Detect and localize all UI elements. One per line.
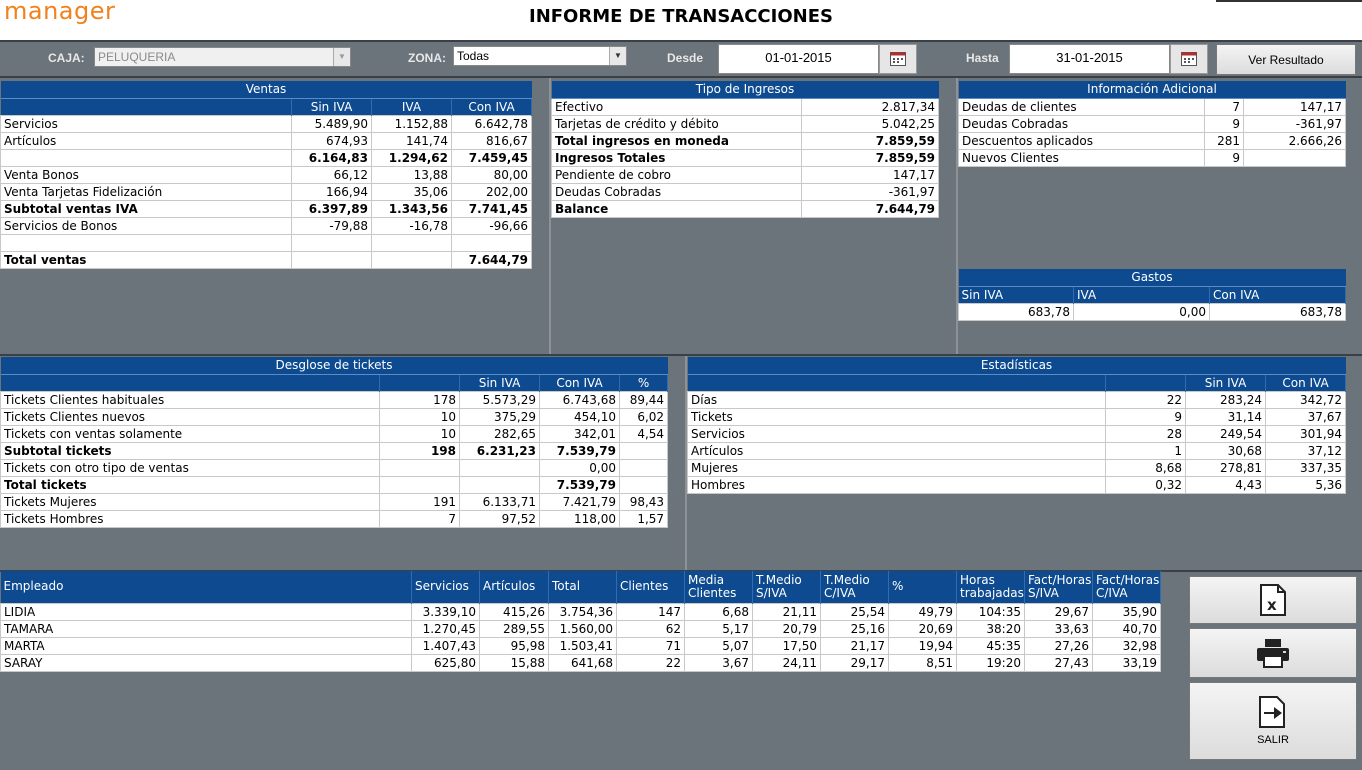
column-header: Fact/Horas C/IVA — [1093, 571, 1161, 603]
table-cell: 342,72 — [1266, 391, 1346, 408]
table-cell: 7.644,79 — [452, 251, 532, 268]
table-cell: 10 — [380, 425, 460, 442]
column-header: Artículos — [480, 571, 549, 603]
table-cell: 6,68 — [685, 603, 753, 620]
column-header: Media Clientes — [685, 571, 753, 603]
info-table — [958, 81, 1346, 167]
table-cell: 7 — [380, 510, 460, 527]
svg-text:x: x — [1267, 596, 1277, 614]
table-cell: Artículos — [1, 132, 292, 149]
table-cell: 6.743,68 — [540, 391, 620, 408]
column-header: IVA — [372, 98, 452, 115]
caja-label: CAJA: — [48, 51, 85, 65]
table-cell: 816,67 — [452, 132, 532, 149]
table-cell: 15,88 — [480, 654, 549, 671]
table-cell: 17,50 — [753, 637, 821, 654]
printer-icon — [1256, 638, 1290, 668]
table-row — [959, 132, 1346, 149]
table-cell: Descuentos aplicados — [959, 132, 1205, 149]
print-button[interactable] — [1189, 628, 1357, 678]
table-row — [1, 408, 668, 425]
desde-date-input[interactable]: 01-01-2015 — [718, 44, 879, 74]
column-header: Empleado — [1, 571, 412, 603]
table-cell: 7 — [1205, 98, 1244, 115]
table-cell: Tarjetas de crédito y débito — [552, 115, 802, 132]
table-cell: 49,79 — [889, 603, 957, 620]
table-cell: Balance — [552, 200, 802, 217]
table-cell: 283,24 — [1186, 391, 1266, 408]
table-cell: -96,66 — [452, 217, 532, 234]
table-cell: 4,54 — [620, 425, 668, 442]
column-header: Sin IVA — [959, 286, 1074, 303]
table-cell: 9 — [1106, 408, 1186, 425]
table-cell: 454,10 — [540, 408, 620, 425]
hasta-calendar-button[interactable] — [1170, 44, 1208, 74]
table-cell: 20,79 — [753, 620, 821, 637]
table-cell: -361,97 — [802, 183, 939, 200]
table-cell: 21,11 — [753, 603, 821, 620]
table-cell: -16,78 — [372, 217, 452, 234]
table-cell: 278,81 — [1186, 459, 1266, 476]
table-cell — [380, 459, 460, 476]
table-row — [552, 132, 939, 149]
table-cell: 6,02 — [620, 408, 668, 425]
table-cell: 7.421,79 — [540, 493, 620, 510]
table-row — [1, 391, 668, 408]
table-cell — [1, 234, 292, 251]
ingresos-table — [551, 81, 939, 218]
table-cell: 20,69 — [889, 620, 957, 637]
column-header: Clientes — [617, 571, 685, 603]
table-cell: Nuevos Clientes — [959, 149, 1205, 166]
table-cell: 19:20 — [957, 654, 1025, 671]
table-cell: 104:35 — [957, 603, 1025, 620]
divider — [0, 354, 1362, 356]
table-cell: 1.152,88 — [372, 115, 452, 132]
column-header: % — [889, 571, 957, 603]
table-cell: 166,94 — [292, 183, 372, 200]
table-cell: 5,07 — [685, 637, 753, 654]
chevron-down-icon: ▼ — [609, 47, 626, 65]
empleados-header-row — [1, 571, 1161, 603]
table-cell: 21,17 — [821, 637, 889, 654]
table-cell: 5.042,25 — [802, 115, 939, 132]
table-cell: 3.754,36 — [549, 603, 617, 620]
table-cell: 62 — [617, 620, 685, 637]
table-cell: MARTA — [1, 637, 412, 654]
column-header: IVA — [1074, 286, 1210, 303]
table-cell: 1.294,62 — [372, 149, 452, 166]
table-cell — [620, 476, 668, 493]
table-cell: Deudas de clientes — [959, 98, 1205, 115]
column-header: Fact/Horas S/IVA — [1025, 571, 1093, 603]
table-row — [1, 620, 1161, 637]
table-cell: 3,67 — [685, 654, 753, 671]
info-body — [959, 98, 1346, 166]
table-cell: 683,78 — [1210, 303, 1346, 320]
gastos-title: Gastos — [959, 269, 1346, 286]
table-cell: 7.859,59 — [802, 132, 939, 149]
table-row — [959, 303, 1346, 320]
table-cell: 674,93 — [292, 132, 372, 149]
app-logo: manager — [4, 0, 116, 25]
table-row — [688, 476, 1346, 493]
table-cell: Ingresos Totales — [552, 149, 802, 166]
table-row — [1, 637, 1161, 654]
table-cell — [372, 251, 452, 268]
table-cell — [452, 234, 532, 251]
table-cell: 3.339,10 — [412, 603, 480, 620]
desde-label: Desde — [667, 51, 704, 65]
table-cell: Tickets Mujeres — [1, 493, 380, 510]
table-row — [1, 149, 532, 166]
empleados-table — [0, 571, 1161, 672]
table-cell: 375,29 — [460, 408, 540, 425]
table-cell: 118,00 — [540, 510, 620, 527]
table-cell: 625,80 — [412, 654, 480, 671]
table-cell: Subtotal ventas IVA — [1, 200, 292, 217]
column-header — [380, 374, 460, 391]
table-cell: 7.741,45 — [452, 200, 532, 217]
table-cell: Tickets con ventas solamente — [1, 425, 380, 442]
table-row — [959, 115, 1346, 132]
column-header: Con IVA — [452, 98, 532, 115]
estadisticas-title: Estadísticas — [688, 357, 1346, 374]
table-cell: 22 — [617, 654, 685, 671]
table-cell: 25,54 — [821, 603, 889, 620]
table-cell: 71 — [617, 637, 685, 654]
table-cell: 37,12 — [1266, 442, 1346, 459]
table-row — [1, 493, 668, 510]
table-cell: 80,00 — [452, 166, 532, 183]
tickets-body — [1, 391, 668, 527]
table-cell: 31,14 — [1186, 408, 1266, 425]
table-cell: 6.164,83 — [292, 149, 372, 166]
ingresos-title: Tipo de Ingresos — [552, 81, 939, 98]
gastos-table — [958, 269, 1346, 321]
table-cell: 202,00 — [452, 183, 532, 200]
table-cell: 337,35 — [1266, 459, 1346, 476]
table-cell — [292, 234, 372, 251]
table-cell: 22 — [1106, 391, 1186, 408]
table-cell: 5.489,90 — [292, 115, 372, 132]
table-cell: Total ingresos en moneda — [552, 132, 802, 149]
calendar-icon — [1181, 52, 1197, 66]
table-cell: 289,55 — [480, 620, 549, 637]
table-row — [552, 115, 939, 132]
ingresos-body — [552, 98, 939, 217]
table-cell: 6.133,71 — [460, 493, 540, 510]
table-cell: 28 — [1106, 425, 1186, 442]
column-header: % — [620, 374, 668, 391]
table-cell — [1, 149, 292, 166]
info-title: Información Adicional — [959, 81, 1346, 98]
column-header: Total — [549, 571, 617, 603]
column-header: Sin IVA — [1186, 374, 1266, 391]
table-cell: 178 — [380, 391, 460, 408]
table-cell: -79,88 — [292, 217, 372, 234]
table-cell: Tickets Clientes habituales — [1, 391, 380, 408]
column-header — [688, 374, 1106, 391]
table-cell: 45:35 — [957, 637, 1025, 654]
table-cell: 0,32 — [1106, 476, 1186, 493]
hasta-label: Hasta — [966, 51, 999, 65]
column-header: Sin IVA — [460, 374, 540, 391]
table-cell: 147,17 — [1244, 98, 1346, 115]
table-cell: 27,43 — [1025, 654, 1093, 671]
table-cell: Tickets con otro tipo de ventas — [1, 459, 380, 476]
table-row — [688, 408, 1346, 425]
table-cell: 5,17 — [685, 620, 753, 637]
table-cell: Efectivo — [552, 98, 802, 115]
table-row — [552, 200, 939, 217]
table-cell: Días — [688, 391, 1106, 408]
table-row — [552, 149, 939, 166]
tickets-table — [0, 357, 668, 528]
table-cell: 27,26 — [1025, 637, 1093, 654]
table-cell: 4,43 — [1186, 476, 1266, 493]
zona-value: Todas — [457, 49, 490, 63]
table-cell: 97,52 — [460, 510, 540, 527]
table-cell: 19,94 — [889, 637, 957, 654]
table-cell: Servicios de Bonos — [1, 217, 292, 234]
hasta-date-input[interactable]: 31-01-2015 — [1009, 44, 1170, 74]
page-title: INFORME DE TRANSACCIONES — [529, 6, 833, 27]
table-row — [959, 98, 1346, 115]
table-row — [1, 476, 668, 493]
table-cell — [460, 459, 540, 476]
table-row — [1, 251, 532, 268]
table-cell: SARAY — [1, 654, 412, 671]
column-header: Servicios — [412, 571, 480, 603]
calendar-icon — [890, 52, 906, 66]
table-cell: 141,74 — [372, 132, 452, 149]
table-cell: 2.817,34 — [802, 98, 939, 115]
table-row — [1, 166, 532, 183]
table-cell: TAMARA — [1, 620, 412, 637]
salir-button[interactable] — [1189, 682, 1357, 760]
table-cell: 342,01 — [540, 425, 620, 442]
column-header: Con IVA — [1266, 374, 1346, 391]
estadisticas-body — [688, 391, 1346, 493]
table-row — [1, 234, 532, 251]
table-row — [688, 442, 1346, 459]
table-cell: 1,57 — [620, 510, 668, 527]
table-cell: 9 — [1205, 115, 1244, 132]
table-cell — [372, 234, 452, 251]
table-cell: 301,94 — [1266, 425, 1346, 442]
table-cell: Total tickets — [1, 476, 380, 493]
table-cell: 10 — [380, 408, 460, 425]
table-cell: 281 — [1205, 132, 1244, 149]
table-row — [959, 149, 1346, 166]
table-cell: 1.560,00 — [549, 620, 617, 637]
table-cell — [620, 442, 668, 459]
table-cell: Venta Bonos — [1, 166, 292, 183]
table-cell: Tickets Clientes nuevos — [1, 408, 380, 425]
table-row — [1, 200, 532, 217]
export-excel-button[interactable] — [1189, 576, 1357, 624]
table-cell: Tickets — [688, 408, 1106, 425]
table-cell: 29,67 — [1025, 603, 1093, 620]
table-cell: 35,90 — [1093, 603, 1161, 620]
table-cell: 6.642,78 — [452, 115, 532, 132]
table-cell: 6.231,23 — [460, 442, 540, 459]
table-cell: 7.539,79 — [540, 476, 620, 493]
table-cell: Deudas Cobradas — [959, 115, 1205, 132]
table-row — [688, 425, 1346, 442]
table-row — [552, 183, 939, 200]
table-row — [552, 166, 939, 183]
table-cell: 8,68 — [1106, 459, 1186, 476]
table-row — [1, 603, 1161, 620]
table-cell: Artículos — [688, 442, 1106, 459]
table-cell: 35,06 — [372, 183, 452, 200]
ventas-body — [1, 115, 532, 268]
table-cell: 0,00 — [1074, 303, 1210, 320]
table-row — [1, 425, 668, 442]
table-cell: 191 — [380, 493, 460, 510]
zona-label: ZONA: — [408, 51, 446, 65]
table-cell: Venta Tarjetas Fidelización — [1, 183, 292, 200]
table-cell: Tickets Hombres — [1, 510, 380, 527]
table-cell: 5.573,29 — [460, 391, 540, 408]
divider — [1216, 0, 1362, 2]
table-cell: 98,43 — [620, 493, 668, 510]
table-cell: 1.343,56 — [372, 200, 452, 217]
zona-select[interactable] — [453, 46, 627, 66]
table-cell: 7.459,45 — [452, 149, 532, 166]
table-cell: 9 — [1205, 149, 1244, 166]
column-header: Con IVA — [1210, 286, 1346, 303]
table-cell: 66,12 — [292, 166, 372, 183]
table-cell: 33,63 — [1025, 620, 1093, 637]
tickets-title: Desglose de tickets — [1, 357, 668, 374]
table-cell: Deudas Cobradas — [552, 183, 802, 200]
table-cell: 8,51 — [889, 654, 957, 671]
table-cell — [460, 476, 540, 493]
table-cell: 13,88 — [372, 166, 452, 183]
table-cell: 5,36 — [1266, 476, 1346, 493]
column-header: T.Medio S/IVA — [753, 571, 821, 603]
table-cell: 147,17 — [802, 166, 939, 183]
excel-icon — [1259, 584, 1287, 616]
table-cell: 95,98 — [480, 637, 549, 654]
table-cell: 24,11 — [753, 654, 821, 671]
table-cell: Subtotal tickets — [1, 442, 380, 459]
table-row — [1, 115, 532, 132]
table-row — [688, 391, 1346, 408]
table-cell: 641,68 — [549, 654, 617, 671]
table-cell: LIDIA — [1, 603, 412, 620]
table-cell: 1 — [1106, 442, 1186, 459]
table-cell: 1.270,45 — [412, 620, 480, 637]
table-cell: 147 — [617, 603, 685, 620]
salir-label: SALIR — [1257, 734, 1289, 746]
table-cell: 2.666,26 — [1244, 132, 1346, 149]
column-header: Sin IVA — [292, 98, 372, 115]
table-row — [1, 510, 668, 527]
table-row — [1, 459, 668, 476]
empleados-body — [1, 603, 1161, 671]
table-row — [552, 98, 939, 115]
table-cell: Pendiente de cobro — [552, 166, 802, 183]
table-cell: 29,17 — [821, 654, 889, 671]
column-header — [1, 98, 292, 115]
table-cell: -361,97 — [1244, 115, 1346, 132]
column-header: Horas trabajadas — [957, 571, 1025, 603]
desde-calendar-button[interactable] — [879, 44, 917, 74]
table-cell: 32,98 — [1093, 637, 1161, 654]
table-cell: 7.539,79 — [540, 442, 620, 459]
column-header: T.Medio C/IVA — [821, 571, 889, 603]
table-cell: 249,54 — [1186, 425, 1266, 442]
table-row — [1, 654, 1161, 671]
caja-select[interactable] — [94, 47, 351, 67]
table-cell: Mujeres — [688, 459, 1106, 476]
table-row — [1, 132, 532, 149]
table-cell: 282,65 — [460, 425, 540, 442]
table-cell: 415,26 — [480, 603, 549, 620]
table-cell: Hombres — [688, 476, 1106, 493]
table-cell: 40,70 — [1093, 620, 1161, 637]
caja-value: PELUQUERIA — [98, 50, 176, 64]
exit-icon — [1258, 696, 1288, 728]
table-cell: 37,67 — [1266, 408, 1346, 425]
table-cell: 33,19 — [1093, 654, 1161, 671]
table-cell: 7.644,79 — [802, 200, 939, 217]
table-cell: 198 — [380, 442, 460, 459]
table-cell: 1.407,43 — [412, 637, 480, 654]
table-cell — [1244, 149, 1346, 166]
table-cell: 7.859,59 — [802, 149, 939, 166]
ver-resultado-button[interactable]: Ver Resultado — [1216, 44, 1356, 75]
column-header — [1106, 374, 1186, 391]
table-row — [1, 217, 532, 234]
table-cell: Servicios — [1, 115, 292, 132]
column-header: Con IVA — [540, 374, 620, 391]
ventas-table — [0, 81, 532, 269]
chevron-down-icon: ▼ — [333, 48, 350, 66]
table-cell: 89,44 — [620, 391, 668, 408]
table-cell: 6.397,89 — [292, 200, 372, 217]
table-cell: 30,68 — [1186, 442, 1266, 459]
table-row — [1, 183, 532, 200]
table-cell: Total ventas — [1, 251, 292, 268]
table-cell: 683,78 — [959, 303, 1074, 320]
table-cell: 38:20 — [957, 620, 1025, 637]
ventas-title: Ventas — [1, 81, 532, 98]
table-row — [1, 442, 668, 459]
table-cell: 25,16 — [821, 620, 889, 637]
estadisticas-table — [687, 357, 1346, 494]
table-cell: Servicios — [688, 425, 1106, 442]
table-cell: 1.503,41 — [549, 637, 617, 654]
table-cell: 0,00 — [540, 459, 620, 476]
column-header — [1, 374, 380, 391]
table-cell — [380, 476, 460, 493]
table-row — [688, 459, 1346, 476]
table-cell — [292, 251, 372, 268]
table-cell — [620, 459, 668, 476]
